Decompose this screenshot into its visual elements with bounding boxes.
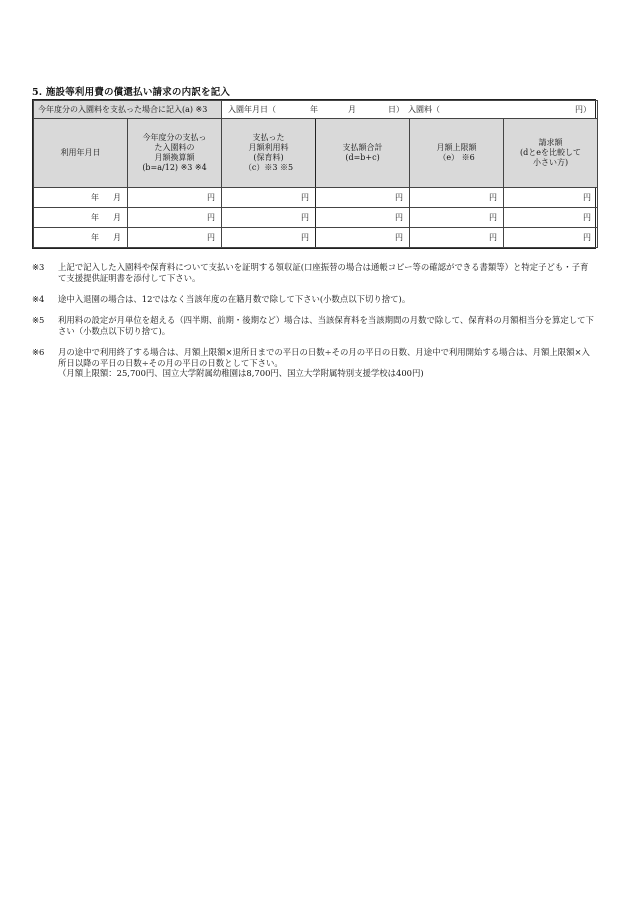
notes-section: [32, 262, 596, 389]
reimbursement-table: [32, 99, 596, 249]
admission-month-label: 月: [348, 104, 357, 114]
header-total-paid: 支払額合計 (d=b+c): [316, 119, 410, 188]
amount-cell[interactable]: 円: [410, 228, 504, 248]
amount-cell[interactable]: 円: [128, 208, 222, 228]
header-monthly-admission-fee: 今年度分の支払っ た入園料の 月額換算額 (b=a/12) ※3 ※4: [128, 119, 222, 188]
note-item: [32, 262, 596, 284]
amount-cell[interactable]: 円: [410, 208, 504, 228]
table-row: [34, 228, 598, 248]
usage-date-cell[interactable]: 年 月: [34, 228, 128, 248]
note-mark: ※5: [32, 314, 45, 325]
amount-cell[interactable]: 円: [222, 228, 316, 248]
admission-date-label: 入園年月日（: [228, 104, 277, 114]
table-row: [34, 208, 598, 228]
note-mark: ※4: [32, 293, 45, 304]
amount-cell[interactable]: 円: [222, 188, 316, 208]
amount-cell[interactable]: 円: [504, 208, 598, 228]
usage-date-cell[interactable]: 年 月: [34, 188, 128, 208]
header-monthly-limit: 月額上限額 （e） ※6: [410, 119, 504, 188]
note-text: 上記で記入した入園料や保育料について支払いを証明する領収証(口座振替の場合は通帳コピー等の確認ができる書類等）と特定子ども・子育て支援提供証明書を添付して下さい。: [58, 262, 589, 283]
usage-date-cell[interactable]: 年 月: [34, 208, 128, 228]
amount-cell[interactable]: 円: [504, 188, 598, 208]
amount-cell[interactable]: 円: [316, 188, 410, 208]
amount-cell[interactable]: 円: [316, 228, 410, 248]
note-text: 途中入退園の場合は、12ではなく当該年度の在籍月数で除して下さい(小数点以下切り捨て)。: [58, 293, 411, 304]
note-item: [32, 347, 596, 380]
note-item: [32, 294, 596, 305]
header-claim-amount: 請求額 (dとeを比較して 小さい方): [504, 119, 598, 188]
table-row: [34, 188, 598, 208]
amount-cell[interactable]: 円: [222, 208, 316, 228]
amount-cell[interactable]: 円: [128, 188, 222, 208]
amount-cell[interactable]: 円: [128, 228, 222, 248]
admission-fee-note-cell: [34, 101, 222, 119]
note-item: [32, 315, 596, 337]
note-text: 月の途中で利用終了する場合は、月額上限額×退所日までの平日の日数÷その月の平日の日数、月途中で利用開始する場合は、月額上限額×入所日以降の平日の日数÷その月の平日の日数として下さい。 （月額上限額：25,700円、国立大学附属幼稚園は8,700円、国立大学附属特別支援学校は400円): [58, 346, 590, 379]
note-mark: ※6: [32, 346, 45, 357]
note-mark: ※3: [32, 262, 45, 272]
section-title: 5. 施設等利用費の償還払い請求の内訳を記入: [32, 87, 231, 98]
admission-date-fee-cell[interactable]: [222, 101, 598, 119]
admission-fee-label: 入園料（: [408, 104, 441, 114]
admission-fee-note: 今年度分の入園料を支払った場合に記入(a) ※3: [38, 104, 208, 114]
admission-year-label: 年: [310, 104, 319, 114]
header-usage-date: 利用年月日: [34, 119, 128, 188]
admission-fee-yen: 円）: [575, 104, 592, 114]
admission-day-label: 日）: [388, 104, 405, 114]
note-text: 利用料の設定が月単位を超える（四半期、前期・後期など）場合は、当該保育料を当該期間の月数で除して、保育料の月額相当分を算定して下さい（小数点以下切り捨て)。: [58, 314, 594, 336]
amount-cell[interactable]: 円: [316, 208, 410, 228]
amount-cell[interactable]: 円: [504, 228, 598, 248]
header-monthly-fee-paid: 支払った 月額利用料 (保育料) （c）※3 ※5: [222, 119, 316, 188]
amount-cell[interactable]: 円: [410, 188, 504, 208]
